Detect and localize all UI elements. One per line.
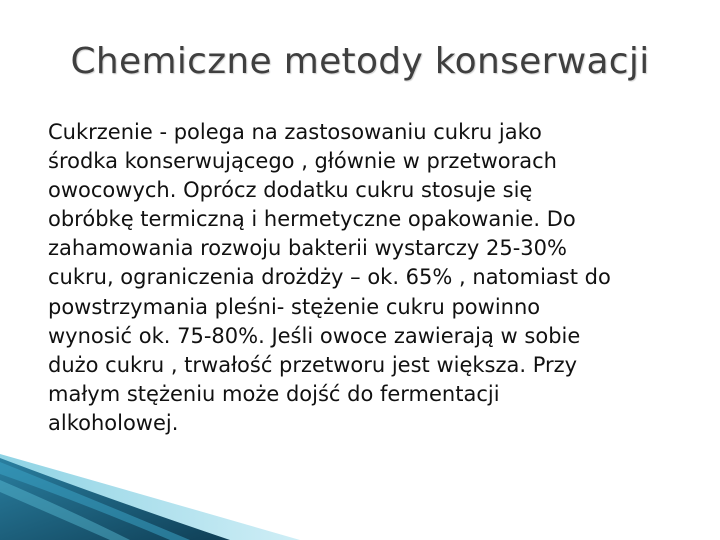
slide-body-text: Cukrzenie - polega na zastosowaniu cukru jako środka konserwującego , głównie w przetworach owocowych. Oprócz dodatku cukru stosuje się obróbkę termiczną i hermetyczne opakowanie. Do zahamowania rozwoju bakterii wystarczy 25-30% cukru, ograniczenia drożdży – ok. 65% , natomiast do powstrzymania pleśni- stężenie cukru powinno wynosić ok. 75-80%. Jeśli owoce zawierają w sobie dużo cukru , trwałość przetworu jest większa. Przy małym stężeniu może dojść do fermentacji alkoholowej. [48, 120, 611, 435]
decorative-swoosh [0, 440, 300, 540]
slide-title: Chemiczne metody konserwacji [70, 41, 650, 82]
